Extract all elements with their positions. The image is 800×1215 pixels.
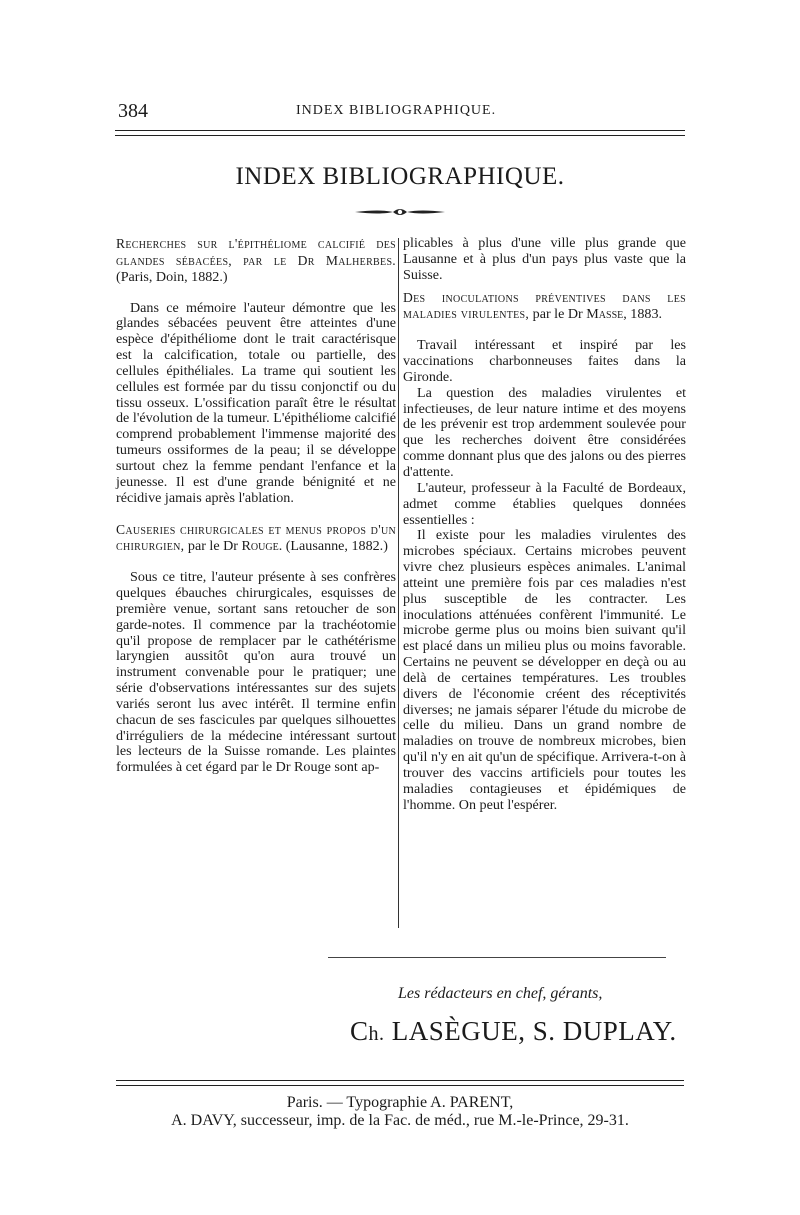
editors-label: Les rédacteurs en chef, gérants, — [398, 985, 603, 1002]
section-rule — [328, 957, 666, 958]
running-title: INDEX BIBLIOGRAPHIQUE. — [296, 103, 497, 118]
entry-body: La question des maladies virulentes et infectieuses, de leur nature intime et des moyens de les prévenir est trop ardemment soulevée pour que les recherches doivent être considérées comme donnant plus que des jalons ou des pierres d'attente. — [403, 384, 686, 480]
footer-rule-thin — [116, 1080, 684, 1081]
running-head — [118, 100, 682, 124]
entry-body: Dans ce mémoire l'auteur démontre que les glandes sébacées peuvent être atteintes d'une espèce d'épithéliome dont le trait caractérisque est la calcification, totale ou partielle, des cellules épithéliales. La trame qui soutient les cellules est formée par du tissu conjonctif ou du tissu osseux. L'ossification paraît être le résultat de l'évolution de la tumeur. L'épithéliome calcifié comprend probablement l'immense majorité des tumeurs ossiformes de la peau; il se développe surtout chez la femme pendant l'enfance et la jeunesse. Il est d'une grande bénignité et ne récidive jamais après l'ablation. — [116, 299, 396, 506]
entry-body: Il existe pour les maladies virulentes des microbes spéciaux. Certains microbes peuvent vivre chez plusieurs espèces animales. L'animal atteint une première fois par ces maladies n'est plus susceptible de les contracter. Les inoculations atténuées confèrent l'immunité. Le microbe germe plus ou moins bien suivant qu'il est placé dans un milieu plus ou moins favorable. Certains ne peuvent se développer en deçà ou au delà de certaines températures. Les troubles divers de l'économie créent des réceptivités diverses; ne jamais séparer l'étude du microbe de celle du milieu. Dans un grand nombre de maladies on trouve de nombreux microbes, bien qu'il n'y en ait qu'un de spécifique. Arrivera-t-on à trouver des vaccins artificiels pour toutes les maladies contagieuses et épidémiques de l'homme. On peut l'espérer. — [403, 527, 686, 813]
editors-surnames: LASÈGUE, S. DUPLAY. — [384, 1016, 677, 1046]
imprint-line: A. DAVY, successeur, imp. de la Fac. de méd., rue M.-le-Prince, 29-31. — [171, 1112, 629, 1129]
entry-continuation: plicables à plus d'une ville plus grande que Lausanne et à plus d'un pays plus vaste que la Suisse. — [403, 235, 686, 283]
entry-source: (Lausanne, 1882.) — [282, 538, 388, 555]
entry-body: Travail intéressant et inspiré par les vaccinations charbonneuses faites dans la Gironde. — [403, 337, 686, 385]
entry-author-prefix: par le Dr — [529, 306, 587, 323]
column-divider — [398, 238, 399, 928]
entry-title: Causeries chirurgicales et menus propos d'un chirurgien, — [116, 521, 396, 554]
page-number: 384 — [118, 100, 148, 122]
entry-title: Des inoculations préventives dans les maladies virulentes, — [403, 289, 686, 322]
entry-author: Rouge. — [241, 538, 283, 555]
entry-author-prefix: par le Dr — [184, 538, 242, 555]
editors-names — [350, 1016, 677, 1047]
ornament-divider — [345, 198, 455, 226]
imprint-line: Paris. — Typographie A. PARENT, — [286, 1094, 514, 1111]
entry-source: 1883. — [626, 306, 663, 323]
entry-source: (Paris, Doin, 1882.) — [116, 268, 228, 285]
entry-heading — [116, 522, 396, 556]
page-title: INDEX BIBLIOGRAPHIQUE. — [235, 163, 565, 190]
footer-rule — [116, 1085, 684, 1086]
entry-body: L'auteur, professeur à la Faculté de Bordeaux, admet comme établies quelques données essentielles : — [403, 479, 686, 528]
entry-body: Sous ce titre, l'auteur présente à ses confrères quelques ébauches chirurgicales, esquisses de première venue, sortant sans retoucher de son garde-notes. Il commence par la trachéotomie qu'il propose de remplacer par le cathétérisme laryngien aussitôt qu'on aura trouvé un instrument convenable pour le pratiquer; une série d'observations intéressantes sur des sujets variés seront lus avec intérêt. Il termine enfin chacun de ses fascicules par quelques silhouettes d'irréguliers de la médecine intéressant surtout les lecteurs de la Suisse romande. Les plaintes formulées à cet égard par le Dr Rouge sont ap- — [116, 569, 396, 776]
editors-initial: C — [350, 1016, 369, 1046]
entry-heading — [403, 290, 686, 324]
left-column — [116, 236, 396, 776]
right-column — [403, 236, 686, 814]
entry-author: Masse, — [586, 306, 627, 323]
entry-heading — [116, 236, 396, 286]
editors-initial-suffix: h. — [368, 1023, 385, 1045]
header-rule-thin — [115, 135, 685, 136]
header-rule — [115, 130, 685, 131]
entry-title: Recherches sur l'épithéliome calcifié des glandes sébacées, par le Dr Malherbes. — [116, 236, 396, 268]
